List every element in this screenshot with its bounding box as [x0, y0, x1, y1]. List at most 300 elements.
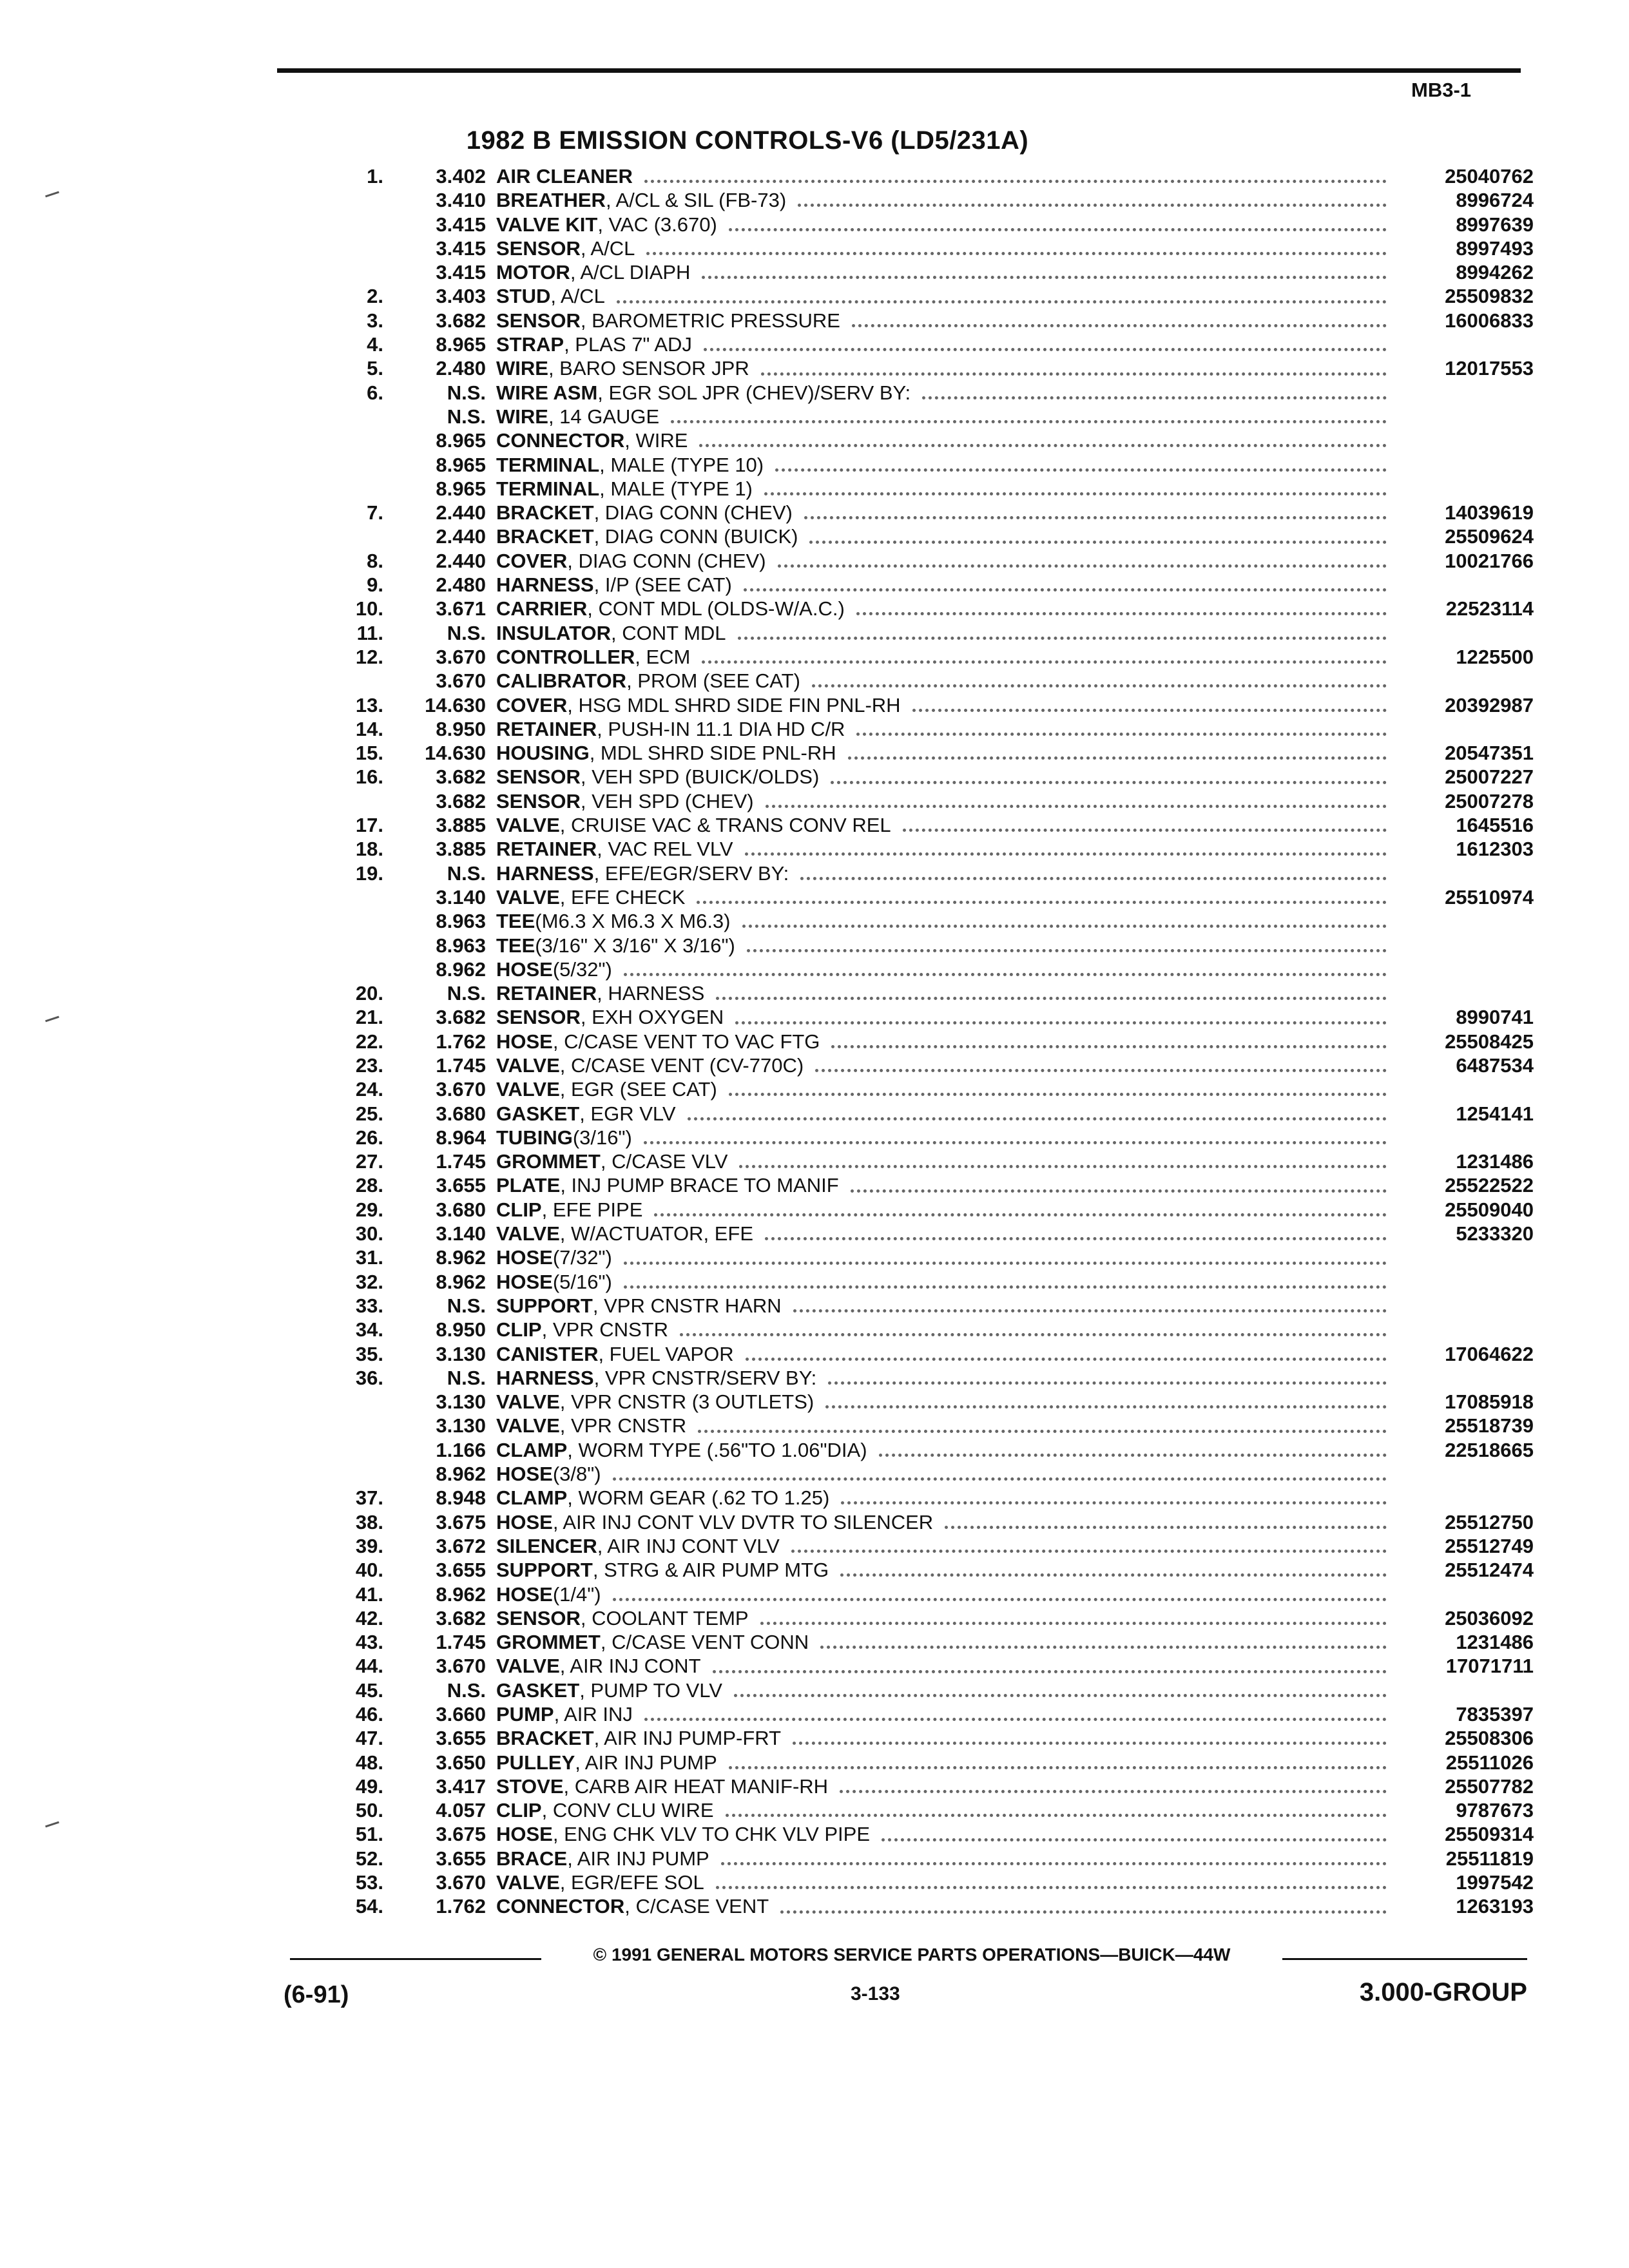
- part-name: SUPPORT: [496, 1294, 593, 1317]
- parts-row: [335, 1558, 1534, 1582]
- part-description: , VAC REL VLV: [597, 838, 733, 861]
- part-name: SENSOR: [496, 236, 581, 260]
- part-number: 5233320: [1456, 1222, 1534, 1245]
- part-name: GROMMET: [496, 1631, 601, 1654]
- item-number: 46.: [355, 1703, 383, 1725]
- dot-leader: [671, 416, 1387, 423]
- group-number: 8.965: [436, 333, 486, 356]
- parts-row: [335, 1630, 1534, 1654]
- dot-leader: [744, 584, 1387, 591]
- group-number: 3.670: [436, 669, 486, 693]
- parts-row: [335, 164, 1534, 188]
- group-number: 3.140: [436, 885, 486, 908]
- part-description: , ECM: [635, 645, 691, 668]
- dot-leader: [680, 1329, 1387, 1336]
- part-description: , VPR CNSTR (3 OUTLETS): [559, 1390, 815, 1414]
- parts-row: [335, 1751, 1534, 1774]
- part-description: , W/ACTUATOR, EFE: [559, 1222, 754, 1245]
- dot-leader: [746, 1354, 1387, 1361]
- part-number: 16006833: [1445, 309, 1534, 332]
- part-name: GASKET: [496, 1102, 580, 1125]
- group-number: 3.415: [436, 261, 486, 284]
- parts-row: [335, 188, 1534, 212]
- part-number: 17071711: [1445, 1655, 1534, 1678]
- item-number: 47.: [355, 1727, 383, 1750]
- dot-leader: [828, 1378, 1387, 1385]
- part-name: PUMP: [496, 1703, 554, 1725]
- item-number: 40.: [355, 1559, 383, 1582]
- part-name: HOSE: [496, 1463, 553, 1486]
- dot-leader: [798, 200, 1387, 207]
- item-number: 3.: [367, 309, 383, 332]
- group-number: 8.964: [436, 1126, 486, 1149]
- parts-row: [335, 1173, 1534, 1197]
- part-name: BRACKET: [496, 501, 594, 524]
- parts-row: [335, 428, 1534, 452]
- group-number: 1.762: [436, 1030, 486, 1053]
- dot-leader: [726, 1810, 1387, 1817]
- group-number: 8.948: [436, 1486, 486, 1510]
- part-name: COVER: [496, 693, 568, 716]
- parts-row: [335, 1222, 1534, 1245]
- part-description: , I/P (SEE CAT): [593, 573, 732, 597]
- part-description: , A/CL & SIL (FB-73): [605, 189, 787, 212]
- group-number: 8.963: [436, 934, 486, 957]
- part-name: VALVE: [496, 814, 560, 837]
- dot-leader: [945, 1522, 1387, 1529]
- part-description: , C/CASE VENT: [624, 1895, 769, 1918]
- part-description: , VEH SPD (BUICK/OLDS): [580, 765, 820, 789]
- group-number: 3.655: [436, 1174, 486, 1197]
- part-description: , DIAG CONN (CHEV): [567, 549, 766, 572]
- part-name: HARNESS: [496, 1366, 594, 1389]
- part-name: WIRE: [496, 357, 548, 380]
- dot-leader: [760, 1618, 1387, 1625]
- parts-row: [335, 501, 1534, 524]
- part-number: 25512474: [1445, 1559, 1534, 1582]
- footer-date-code: (6-91): [284, 1981, 349, 2008]
- parts-row: [335, 1606, 1534, 1630]
- dot-leader: [765, 1233, 1387, 1240]
- scan-mark: [45, 1016, 59, 1023]
- part-description: , PLAS 7" ADJ: [564, 333, 692, 356]
- part-name: RETAINER: [496, 717, 597, 740]
- dot-leader: [644, 1137, 1387, 1144]
- dot-leader: [738, 633, 1387, 640]
- part-name: TERMINAL: [496, 453, 600, 476]
- part-name: SENSOR: [496, 789, 581, 812]
- part-name: PULLEY: [496, 1751, 575, 1774]
- parts-row: [335, 405, 1534, 428]
- item-number: 29.: [355, 1198, 383, 1221]
- item-number: 54.: [355, 1895, 383, 1918]
- item-number: 27.: [355, 1150, 383, 1173]
- part-description: (3/16"): [572, 1126, 632, 1149]
- part-description: , VPR CNSTR: [559, 1414, 687, 1437]
- item-number: 24.: [355, 1078, 383, 1101]
- group-number: 3.885: [436, 814, 486, 837]
- part-description: , COOLANT TEMP: [580, 1606, 749, 1629]
- dot-leader: [713, 1666, 1387, 1673]
- dot-leader: [791, 1546, 1387, 1553]
- parts-row: [335, 1438, 1534, 1462]
- dot-leader: [644, 176, 1387, 183]
- group-number: 3.130: [436, 1414, 486, 1437]
- item-number: 51.: [355, 1823, 383, 1846]
- parts-row: [335, 669, 1534, 693]
- part-description: , DIAG CONN (BUICK): [593, 525, 798, 548]
- item-number: 36.: [355, 1366, 383, 1389]
- parts-row: [335, 1053, 1534, 1077]
- parts-row: [335, 549, 1534, 573]
- dot-leader: [624, 1258, 1387, 1265]
- group-number: 2.440: [436, 549, 486, 572]
- parts-row: [335, 1270, 1534, 1294]
- group-number: 8.962: [436, 1463, 486, 1486]
- part-description: , VPR CNSTR/SERV BY:: [593, 1366, 817, 1389]
- part-number: 25510974: [1445, 885, 1534, 908]
- part-name: SILENCER: [496, 1534, 597, 1557]
- part-number: 12017553: [1445, 357, 1534, 380]
- item-number: 17.: [355, 814, 383, 837]
- part-number: 1997542: [1456, 1871, 1534, 1894]
- part-name: CLIP: [496, 1799, 542, 1822]
- part-description: , PROM (SEE CAT): [626, 669, 800, 693]
- item-number: 28.: [355, 1174, 383, 1197]
- item-number: 7.: [367, 501, 383, 524]
- group-number: 3.410: [436, 189, 486, 212]
- dot-leader: [699, 440, 1387, 447]
- parts-row: [335, 813, 1534, 837]
- part-description: , AIR INJ PUMP: [567, 1847, 709, 1870]
- part-description: , AIR INJ PUMP-FRT: [593, 1727, 782, 1750]
- item-number: 6.: [367, 381, 383, 404]
- parts-row: [335, 1005, 1534, 1029]
- parts-row: [335, 1870, 1534, 1894]
- parts-row: [335, 934, 1534, 957]
- part-name: STUD: [496, 285, 551, 308]
- dot-leader: [747, 945, 1387, 952]
- parts-row: [335, 1774, 1534, 1798]
- group-number: 3.130: [436, 1342, 486, 1365]
- parts-list: [335, 164, 1534, 1919]
- dot-leader: [852, 320, 1387, 327]
- dot-leader: [613, 1474, 1387, 1481]
- part-description: , CONV CLU WIRE: [541, 1799, 714, 1822]
- dot-leader: [840, 1786, 1387, 1793]
- part-description: , VAC (3.670): [597, 213, 717, 236]
- part-name: HOUSING: [496, 742, 590, 765]
- dot-leader: [761, 369, 1387, 376]
- part-name: VALVE: [496, 1222, 560, 1245]
- part-name: SENSOR: [496, 1606, 581, 1629]
- part-name: SENSOR: [496, 765, 581, 789]
- part-description: , PUMP TO VLV: [579, 1678, 722, 1702]
- dot-leader: [702, 272, 1387, 279]
- part-description: , CONT MDL (OLDS-W/A.C.): [587, 597, 845, 620]
- part-number: 1612303: [1456, 838, 1534, 861]
- part-number: 8997493: [1456, 236, 1534, 260]
- dot-leader: [764, 488, 1387, 495]
- part-number: 9787673: [1456, 1799, 1534, 1822]
- item-number: 38.: [355, 1510, 383, 1533]
- part-name: HOSE: [496, 1270, 553, 1293]
- dot-leader: [812, 680, 1387, 687]
- group-number: 2.440: [436, 525, 486, 548]
- item-number: 43.: [355, 1631, 383, 1654]
- parts-row: [335, 837, 1534, 861]
- parts-row: [335, 1678, 1534, 1702]
- parts-row: [335, 1245, 1534, 1269]
- part-name: SENSOR: [496, 1006, 581, 1029]
- dot-leader: [734, 1690, 1387, 1697]
- parts-row: [335, 1702, 1534, 1726]
- item-number: 23.: [355, 1053, 383, 1077]
- part-number: 6487534: [1456, 1053, 1534, 1077]
- parts-row: [335, 236, 1534, 260]
- part-description: (3/8"): [552, 1463, 601, 1486]
- parts-row: [335, 1342, 1534, 1366]
- group-number: 3.655: [436, 1559, 486, 1582]
- item-number: 11.: [356, 621, 383, 644]
- item-number: 26.: [355, 1126, 383, 1149]
- group-number: 4.057: [436, 1799, 486, 1822]
- group-number: 3.650: [436, 1751, 486, 1774]
- part-description: , EFE/EGR/SERV BY:: [593, 861, 789, 885]
- parts-row: [335, 1847, 1534, 1870]
- group-number: 3.885: [436, 838, 486, 861]
- group-number: 3.417: [436, 1774, 486, 1798]
- part-name: HARNESS: [496, 573, 594, 597]
- footer-copyright: © 1991 GENERAL MOTORS SERVICE PARTS OPERATIONS—BUICK—44W: [593, 1945, 1231, 1965]
- group-number: 3.682: [436, 309, 486, 332]
- footer-group: 3.000-GROUP: [1359, 1978, 1527, 2006]
- parts-row: [335, 741, 1534, 765]
- part-name: RETAINER: [496, 982, 597, 1005]
- dot-leader: [856, 729, 1387, 736]
- part-name: STOVE: [496, 1774, 564, 1798]
- parts-row: [335, 621, 1534, 645]
- part-name: HOSE: [496, 1582, 553, 1606]
- item-number: 53.: [355, 1871, 383, 1894]
- dot-leader: [780, 1907, 1387, 1914]
- part-name: TEE: [496, 910, 535, 933]
- part-description: , 14 GAUGE: [548, 405, 660, 428]
- part-name: PLATE: [496, 1174, 561, 1197]
- dot-leader: [654, 1209, 1387, 1216]
- item-number: 12.: [355, 645, 383, 668]
- group-number: 3.670: [436, 645, 486, 668]
- group-number: 3.670: [436, 1078, 486, 1101]
- part-description: (1/4"): [552, 1582, 601, 1606]
- item-number: 41.: [355, 1582, 383, 1606]
- part-description: , BAROMETRIC PRESSURE: [580, 309, 840, 332]
- group-number: 3.682: [436, 1006, 486, 1029]
- part-number: 17064622: [1445, 1342, 1534, 1365]
- dot-leader: [856, 608, 1387, 615]
- part-name: HOSE: [496, 957, 553, 981]
- parts-row: [335, 260, 1534, 284]
- part-name: BRACKET: [496, 525, 594, 548]
- part-name: CONTROLLER: [496, 645, 635, 668]
- parts-row: [335, 1149, 1534, 1173]
- part-description: , C/CASE VENT CONN: [600, 1631, 809, 1654]
- part-number: 25507782: [1445, 1774, 1534, 1798]
- dot-leader: [702, 657, 1387, 664]
- scan-mark: [45, 191, 59, 198]
- dot-leader: [793, 1738, 1387, 1745]
- footer-rule-right: [1282, 1958, 1527, 1960]
- group-number: 8.950: [436, 717, 486, 740]
- dot-leader: [697, 897, 1387, 904]
- item-number: 20.: [355, 982, 383, 1005]
- parts-row: [335, 981, 1534, 1005]
- item-number: 22.: [355, 1030, 383, 1053]
- item-number: 19.: [355, 861, 383, 885]
- parts-row: [335, 1390, 1534, 1414]
- part-description: , MALE (TYPE 1): [599, 477, 753, 500]
- parts-row: [335, 765, 1534, 789]
- part-name: CARRIER: [496, 597, 588, 620]
- dot-leader: [745, 849, 1387, 856]
- part-name: CONNECTOR: [496, 1895, 625, 1918]
- part-name: TERMINAL: [496, 477, 600, 500]
- item-number: 48.: [355, 1751, 383, 1774]
- part-description: (M6.3 X M6.3 X M6.3): [535, 910, 731, 933]
- part-description: , ENG CHK VLV TO CHK VLV PIPE: [552, 1823, 870, 1846]
- part-number: 25036092: [1445, 1606, 1534, 1629]
- group-number: 3.415: [436, 236, 486, 260]
- parts-row: [335, 1486, 1534, 1510]
- part-description: , EGR/EFE SOL: [559, 1871, 704, 1894]
- part-description: , A/CL: [550, 285, 605, 308]
- dot-leader: [644, 1714, 1387, 1721]
- part-description: (5/16"): [552, 1270, 612, 1293]
- part-description: , AIR INJ: [554, 1703, 633, 1725]
- part-number: 8990741: [1456, 1006, 1534, 1029]
- dot-leader: [841, 1497, 1387, 1504]
- part-number: 1231486: [1456, 1150, 1534, 1173]
- part-name: INSULATOR: [496, 621, 611, 644]
- dot-leader: [903, 825, 1387, 832]
- group-number: 2.440: [436, 501, 486, 524]
- part-description: , WIRE: [624, 429, 688, 452]
- part-number: 20547351: [1445, 742, 1534, 765]
- part-description: , MDL SHRD SIDE PNL-RH: [589, 742, 836, 765]
- part-description: , AIR INJ CONT VLV DVTR TO SILENCER: [552, 1510, 934, 1533]
- part-name: VALVE: [496, 1414, 560, 1437]
- part-description: , MALE (TYPE 10): [599, 453, 764, 476]
- group-number: 8.950: [436, 1318, 486, 1341]
- group-number: 3.655: [436, 1727, 486, 1750]
- part-description: , AIR INJ PUMP: [575, 1751, 717, 1774]
- part-number: 17085918: [1445, 1390, 1534, 1414]
- part-description: , A/CL: [580, 236, 635, 260]
- parts-row: [335, 1102, 1534, 1126]
- part-number: 22523114: [1445, 597, 1534, 620]
- header-rule: [277, 68, 1521, 73]
- group-number: 3.660: [436, 1703, 486, 1725]
- group-number: 14.630: [425, 742, 486, 765]
- dot-leader: [735, 1017, 1387, 1024]
- dot-leader: [742, 921, 1387, 928]
- dot-leader: [624, 1282, 1387, 1289]
- part-name: HOSE: [496, 1510, 553, 1533]
- part-name: STRAP: [496, 333, 564, 356]
- dot-leader: [729, 1762, 1387, 1769]
- part-number: 14039619: [1445, 501, 1534, 524]
- part-description: , INJ PUMP BRACE TO MANIF: [560, 1174, 839, 1197]
- parts-row: [335, 1822, 1534, 1846]
- group-number: 3.402: [436, 165, 486, 187]
- dot-leader: [698, 1426, 1387, 1433]
- part-name: CONNECTOR: [496, 429, 625, 452]
- group-number: N.S.: [447, 405, 486, 428]
- item-number: 21.: [355, 1006, 383, 1029]
- part-description: , VEH SPD (CHEV): [580, 789, 754, 812]
- parts-row: [335, 1414, 1534, 1437]
- part-description: , AIR INJ CONT: [559, 1655, 701, 1678]
- parts-row: [335, 1198, 1534, 1222]
- group-number: 3.682: [436, 1606, 486, 1629]
- item-number: 45.: [355, 1678, 383, 1702]
- group-number: 8.962: [436, 1582, 486, 1606]
- parts-row: [335, 1077, 1534, 1101]
- part-name: SENSOR: [496, 309, 581, 332]
- part-description: , HSG MDL SHRD SIDE FIN PNL-RH: [567, 693, 901, 716]
- group-number: 3.682: [436, 765, 486, 789]
- part-description: , EFE PIPE: [541, 1198, 643, 1221]
- item-number: 30.: [355, 1222, 383, 1245]
- item-number: 39.: [355, 1534, 383, 1557]
- part-name: CLAMP: [496, 1438, 568, 1461]
- dot-leader: [716, 993, 1387, 1000]
- part-description: , EGR (SEE CAT): [559, 1078, 717, 1101]
- dot-leader: [851, 1186, 1387, 1193]
- group-number: 1.745: [436, 1631, 486, 1654]
- part-name: HOSE: [496, 1246, 553, 1269]
- group-number: 3.675: [436, 1823, 486, 1846]
- part-name: CLIP: [496, 1198, 542, 1221]
- part-name: VALVE: [496, 1053, 560, 1077]
- item-number: 4.: [367, 333, 383, 356]
- page-title: 1982 B EMISSION CONTROLS-V6 (LD5/231A): [466, 126, 1029, 155]
- part-description: , BARO SENSOR JPR: [548, 357, 749, 380]
- part-description: , CARB AIR HEAT MANIF-RH: [563, 1774, 829, 1798]
- part-description: , EGR SOL JPR (CHEV)/SERV BY:: [597, 381, 911, 404]
- parts-row: [335, 477, 1534, 501]
- parts-row: [335, 524, 1534, 548]
- part-number: 25508306: [1445, 1727, 1534, 1750]
- group-number: 3.670: [436, 1655, 486, 1678]
- group-number: 8.965: [436, 477, 486, 500]
- part-name: TEE: [496, 934, 535, 957]
- part-description: , HARNESS: [597, 982, 705, 1005]
- parts-row: [335, 1510, 1534, 1534]
- item-number: 2.: [367, 285, 383, 308]
- item-number: 18.: [355, 838, 383, 861]
- group-number: 3.675: [436, 1510, 486, 1533]
- parts-row: [335, 1534, 1534, 1558]
- item-number: 1.: [367, 165, 383, 187]
- part-number: 22518665: [1445, 1438, 1534, 1461]
- group-number: 14.630: [425, 693, 486, 716]
- part-number: 25512749: [1445, 1534, 1534, 1557]
- parts-row: [335, 1462, 1534, 1486]
- item-number: 35.: [355, 1342, 383, 1365]
- part-name: HOSE: [496, 1030, 553, 1053]
- footer-rule-left: [290, 1958, 541, 1960]
